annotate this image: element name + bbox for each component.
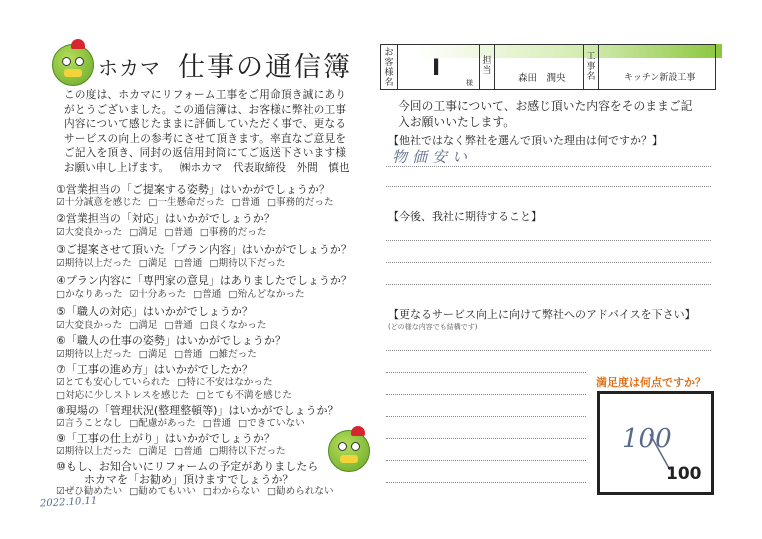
work-label: 工事名: [586, 52, 596, 82]
customer-honorific: 様: [466, 79, 473, 87]
question-2: ②営業担当の「対応」はいかがでしょうか？: [56, 212, 275, 225]
page-title: 仕事の通信簿: [178, 52, 352, 83]
question-5: ⑤「職人の対応」はいかがでしょうか？: [56, 305, 253, 318]
answer-line: [386, 394, 586, 395]
section-reason-title: 【他社ではなく弊社を選んで頂いた理由は何ですか？】: [388, 134, 663, 147]
header-divider-3: [494, 44, 495, 90]
question-10-options[interactable]: ☑ぜひ勧めたい □勧めてもいい □わからない □勧められない: [56, 486, 334, 497]
satisfaction-label: 満足度は何点ですか？: [596, 376, 706, 389]
question-1: ①営業担当の「ご提案する姿勢」はいかがでしょうか？: [56, 183, 330, 196]
question-7: ⑦「工事の進め方」はいかがでしたか？: [56, 363, 253, 376]
mascot-hat: [351, 426, 365, 436]
answer-line: [386, 284, 711, 285]
staff-value[interactable]: 森田 潤央: [518, 73, 566, 84]
mascot-eye-right: [75, 57, 84, 66]
mascot-eye-right: [351, 442, 360, 451]
question-8-options[interactable]: ☑言うことなし □配慮があった □普通 □できていない: [56, 418, 305, 429]
answer-line: [386, 460, 586, 461]
mascot-badge: [64, 69, 82, 77]
mascot-eye-left: [338, 442, 347, 451]
mascot-eye-left: [62, 57, 71, 66]
question-7-options[interactable]: ☑とても安心していられた □特に不安はなかった: [56, 377, 273, 388]
question-9-options[interactable]: ☑期待以上だった □満足 □普通 □期待以下だった: [56, 446, 286, 457]
customer-label: お客様名: [384, 48, 394, 88]
satisfaction-max: 100: [666, 464, 702, 484]
mascot-badge: [340, 455, 358, 463]
answer-line: [386, 240, 711, 241]
section-expectation-title: 【今後、我社に期待すること】: [388, 210, 542, 223]
question-1-options[interactable]: ☑十分誠意を感じた □一生懸命だった □普通 □事務的だった: [56, 197, 334, 208]
question-5-options[interactable]: ☑大変良かった □満足 □普通 □良くなかった: [56, 320, 267, 331]
intro-text: この度は、ホカマにリフォーム工事をご用命頂き誠にありがとうございました。この通信簿は、お客様に弊社の工事内容について感じたままに評価していただく事で、更なるサービスの向上の参考にさせて頂きます。率直なご意見をご記入を頂き、同封の返信用封筒にてご返送下さいます様お願い申し上げます。: [64, 89, 346, 174]
question-4-options[interactable]: □かなりあった ☑十分あった □普通 □殆んどなかった: [56, 289, 305, 300]
instruction-text: 今回の工事について、お感じ頂いた内容をそのままご記入お願いいたします。: [398, 99, 693, 129]
satisfaction-score-box[interactable]: [597, 391, 714, 495]
section-advice-title: 【更なるサービス向上に向けて弊社へのアドバイスを下さい】: [388, 308, 696, 321]
header-divider-4: [583, 44, 584, 90]
question-10-line2: ホカマを「お勧め」頂けますでしょうか？: [84, 473, 294, 486]
mascot-hat: [71, 39, 85, 49]
brand-name: ホカマ: [98, 56, 161, 80]
question-4: ④プラン内容に「専門家の意見」はありましたでしょうか？: [56, 274, 352, 287]
section-advice-note: (どの様な内容でも結構です): [388, 323, 478, 331]
question-10-line1: ⑩もし、お知合いにリフォームの予定がありましたら: [56, 460, 319, 473]
answer-line: [386, 186, 711, 187]
handwritten-date: 2022.10.11: [39, 495, 98, 510]
header-divider-1: [397, 44, 398, 90]
question-6: ⑥「職人の仕事の姿勢」はいかがでしょうか？: [56, 334, 286, 347]
section-reason-answer[interactable]: 物価安い: [392, 148, 473, 166]
question-9: ⑨「工事の仕上がり」はいかがでしょうか？: [56, 432, 275, 445]
answer-line: [386, 372, 586, 373]
question-2-options[interactable]: ☑大変良かった □満足 □普通 □事務的だった: [56, 227, 267, 238]
satisfaction-score[interactable]: 100: [622, 424, 672, 454]
answer-line: [386, 416, 586, 417]
question-3-options[interactable]: ☑期待以上だった □満足 □普通 □期待以下だった: [56, 258, 286, 269]
header-divider-2: [479, 44, 480, 90]
work-value[interactable]: キッチン新設工事: [624, 73, 696, 83]
answer-line: [386, 350, 711, 351]
answer-line: [386, 166, 711, 167]
signature: ㈱ホカマ 代表取締役 外間 慎也: [180, 162, 350, 174]
answer-line: [386, 262, 711, 263]
header-divider-5: [598, 44, 599, 90]
question-8: ⑧現場の「管理状況(整理整頓等)」はいかがでしょうか？: [56, 404, 339, 417]
staff-label: 担当: [482, 56, 492, 76]
question-7-options-row2[interactable]: □対応に少しストレスを感じた □とても不満を感じた: [56, 390, 292, 401]
mascot-illustration-bottom: [328, 430, 370, 472]
answer-line: [386, 438, 586, 439]
answer-line: [386, 482, 586, 483]
mascot-illustration: [52, 44, 94, 86]
customer-value[interactable]: I: [432, 56, 441, 81]
question-6-options[interactable]: ☑期待以上だった □満足 □普通 □雑だった: [56, 349, 257, 360]
question-3: ③ご提案させて頂いた「プラン内容」はいかがでしょうか？: [56, 243, 352, 256]
